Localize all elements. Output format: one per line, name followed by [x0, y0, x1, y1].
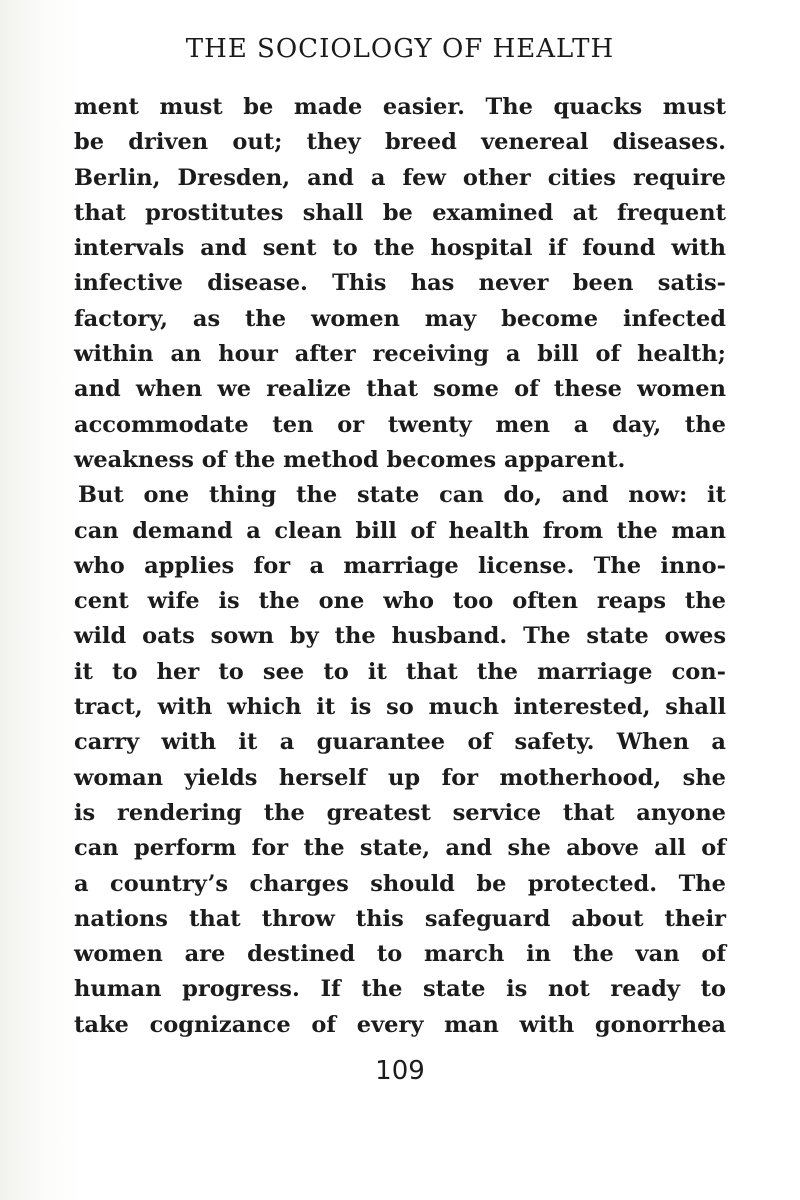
- text-line: woman yields herself up for motherhood, she: [74, 764, 726, 791]
- text-line: be driven out; they breed venereal diseases.: [74, 129, 726, 156]
- text-line: human progress. If the state is not ready to: [74, 976, 726, 1003]
- text-line: who applies for a marriage license. The inno-: [74, 552, 726, 579]
- text-line: that prostitutes shall be examined at frequent: [74, 199, 726, 226]
- page-number: 109: [375, 1056, 425, 1086]
- text-line: can demand a clean bill of health from the man: [74, 517, 726, 544]
- text-line: it to her to see to it that the marriage con-: [74, 658, 726, 685]
- running-head: THE SOCIOLOGY OF HEALTH: [185, 34, 615, 64]
- text-line: infective disease. This has never been satis-: [74, 270, 726, 297]
- text-line: and when we realize that some of these women: [74, 376, 726, 403]
- text-line: intervals and sent to the hospital if found with: [74, 235, 726, 262]
- text-line: tract, with which it is so much interested, shall: [74, 694, 726, 721]
- text-line: But one thing the state can do, and now: it: [78, 482, 726, 509]
- text-line: accommodate ten or twenty men a day, the: [74, 411, 726, 438]
- text-line: Berlin, Dresden, and a few other cities require: [74, 164, 726, 191]
- text-line: ment must be made easier. The quacks must: [74, 94, 726, 120]
- text-line: can perform for the state, and she above all of: [74, 835, 726, 862]
- text-line: factory, as the women may become infected: [74, 305, 726, 332]
- body-text: [74, 90, 726, 1043]
- text-line: a country’s charges should be protected. The: [74, 870, 726, 897]
- text-line: is rendering the greatest service that anyone: [74, 799, 726, 826]
- text-line: wild oats sown by the husband. The state owes: [74, 623, 726, 650]
- text-line: cent wife is the one who too often reaps the: [74, 588, 726, 615]
- text-line: weakness of the method becomes apparent.: [74, 446, 626, 473]
- text-line: take cognizance of every man with gonorrhea: [74, 1011, 726, 1038]
- text-line: carry with it a guarantee of safety. When a: [74, 729, 726, 756]
- text-line: nations that throw this safeguard about their: [74, 905, 726, 932]
- text-line: women are destined to march in the van of: [74, 941, 726, 968]
- text-line: within an hour after receiving a bill of health;: [74, 341, 726, 368]
